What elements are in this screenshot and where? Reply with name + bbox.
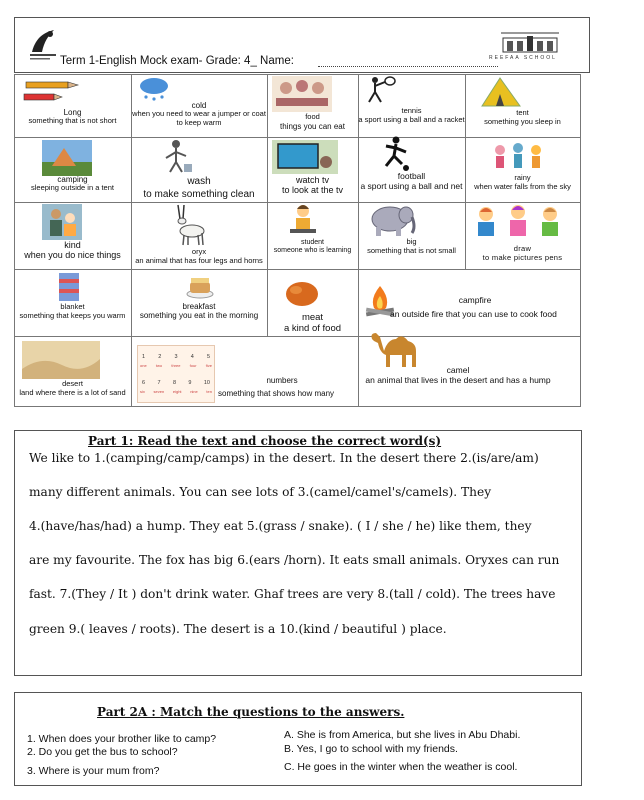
vocab-cell-blanket [14,303,131,320]
part1-line: 4.(have/has/had) a hump. They eat 5.(grass / snake). ( I / she / he) like them, they [29,519,532,533]
part1-line: are my favourite. The fox has big 6.(ears /horn). It eats small animals. Oryxes can run [29,553,560,567]
pancakes-icon [186,272,214,300]
vocab-word: meat [301,312,324,323]
number-word: two [155,363,163,368]
vocab-cell-cold [131,101,267,127]
vocab-definition: an animal that has four legs and horns [135,255,263,265]
vocab-cell-meat [267,313,358,335]
vocab-word: wash [187,176,211,187]
number-digit: 8 [172,380,176,386]
ministry-logo-icon [28,26,58,62]
vocab-cell-watch-tv [267,175,358,196]
vocab-cell-draw [465,245,580,262]
number-digit: 7 [157,380,161,386]
vocab-cell-camping [14,175,131,193]
part1-title: Part 1: Read the text and choose the correct word(s) [88,434,442,448]
vocab-cell-kind [14,240,131,261]
number-digit: 10 [203,380,210,386]
kind-icon [42,204,82,240]
vocab-definition: things you can eat [280,121,345,131]
vocab-cell-breakfast [131,302,267,320]
blanket-icon [57,273,81,301]
number-digit: 4 [190,354,194,360]
tennis-player-icon [365,76,401,104]
tent-icon [478,76,524,108]
vocab-word: oryx [191,247,207,256]
vocab-word: desert [62,379,83,388]
vocab-cell-wash [131,176,267,201]
vocab-word: tennis [401,106,422,115]
number-word: nine [190,389,198,394]
vocab-word: rainy [514,173,531,182]
rain-icon [490,140,546,172]
vocab-definition: something that is not small [367,245,456,255]
vocab-definition: something that keeps you warm [19,310,126,320]
number-word: five [205,363,212,368]
vocab-definition: land where there is a lot of sand [19,387,126,397]
roast-chicken-icon [282,272,322,312]
vocab-word: football [397,171,426,181]
vocab-cell-big [358,238,465,255]
number-word: six [140,389,145,394]
vocab-definition: something that is not short [28,116,117,126]
number-word: eight [172,389,182,394]
vocab-definition: when you need to wear a jumper or coat to keep warm [132,109,266,127]
vocab-definition: when water falls from the sky [474,181,571,191]
part1-line: many different animals. You can see lots of 3.(camel/camel's/camels). They [29,485,492,499]
tv-icon [272,140,338,174]
vocab-definition: someone who is learning [273,247,352,255]
number-digit: 5 [206,354,210,360]
vocab-definition: something you sleep in [484,116,561,126]
vocab-word: blanket [60,302,85,311]
vocab-definition-campfire: an outside fire that you can use to cook food [390,309,557,319]
vocab-cell-food [267,113,358,131]
vocab-definition: when you do nice things [24,250,121,261]
part1-line: We like to 1.(camping/camp/camps) in the desert. In the desert there 2.(is/are/am) [29,451,539,465]
number-word: ten [206,389,212,394]
vocab-definition: to look at the tv [281,185,344,196]
answer-b: B. Yes, I go to school with my friends. [284,743,458,755]
vocab-cell-student [267,239,358,255]
vocab-word-campfire: campfire [458,295,492,305]
vocab-definition: a kind of food [283,322,342,334]
vocab-word: camel [446,365,470,375]
vocab-cell-tent [465,109,580,126]
number-digit: 9 [188,380,192,386]
vocab-word: tent [516,108,529,117]
vocab-word: Long [63,108,82,117]
vocab-word: food [305,112,320,121]
vocab-definition: to make something clean [143,188,255,200]
vocab-word: draw [513,244,532,253]
vocab-definition: an animal that lives in the desert and has a hump [365,374,551,385]
number-digit: 6 [142,380,146,386]
answer-c: C. He goes in the winter when the weather is cool. [284,761,518,773]
snow-cloud-icon [138,76,170,102]
vocab-word: breakfast [182,302,216,311]
vocab-cell-desert [14,380,131,397]
vocab-definition-numbers: something that shows how many [218,389,335,398]
vocab-definition: a sport using a ball and net [360,180,463,191]
drawing-icon [472,204,564,240]
vocab-cell-long [14,108,131,126]
pencils-icon [22,78,82,106]
vocab-definition: sleeping outside in a tent [31,183,114,193]
food-table-icon [272,76,332,112]
vocab-word-numbers: numbers [266,376,298,385]
vocab-word: student [301,239,324,246]
vocab-word: cold [191,101,207,110]
desert-icon [22,341,100,379]
part1-line: green 9.( leaves / roots). The desert is a 10.(kind / beautiful ) place. [29,622,447,636]
vocab-word: camping [57,175,88,184]
number-digit: 2 [158,354,162,360]
vocab-cell-oryx [131,248,267,265]
numbers-chart [137,345,215,403]
number-word: four [189,363,197,368]
vocab-cell-tennis [358,107,465,124]
number-word: one [140,363,147,368]
number-digit: 3 [174,354,178,360]
washing-icon [156,138,196,174]
vocab-word: kind [64,240,81,250]
number-word: seven [153,389,165,394]
football-icon [380,136,412,172]
part2a-title: Part 2A : Match the questions to the answers. [97,705,405,719]
question-1: 1. When does your brother like to camp? [27,733,217,745]
vocab-cell-rainy [465,174,580,191]
elephant-icon [366,203,418,237]
name-field-line[interactable] [318,66,498,67]
part1-line: fast. 7.(They / It ) don't drink water. Ghaf trees are very 8.(tall / cold). The trees have [29,587,556,601]
vocab-word: watch tv [295,175,329,185]
vocab-cell-camel [358,366,558,386]
number-word: three [171,363,181,368]
answer-a: A. She is from America, but she lives in Abu Dhabi. [284,729,521,741]
question-3: 3. Where is your mum from? [27,765,160,777]
school-name: REEFAA SCHOOL [489,55,557,61]
vocab-definition: something you eat in the morning [139,311,259,321]
exam-title: Term 1-English Mock exam- Grade: 4_ Name: [60,55,294,67]
vocab-cell-football [358,172,465,192]
vocab-definition: a sport using a ball and a racket [358,114,465,124]
camel-icon [366,329,430,369]
vocab-definition: to make pictures pens [482,252,563,262]
number-digit: 1 [142,354,146,360]
oryx-icon [166,203,206,247]
student-icon [288,203,318,239]
camping-icon [42,140,92,176]
vocab-word: big [406,237,417,246]
question-2: 2. Do you get the bus to school? [27,746,178,758]
